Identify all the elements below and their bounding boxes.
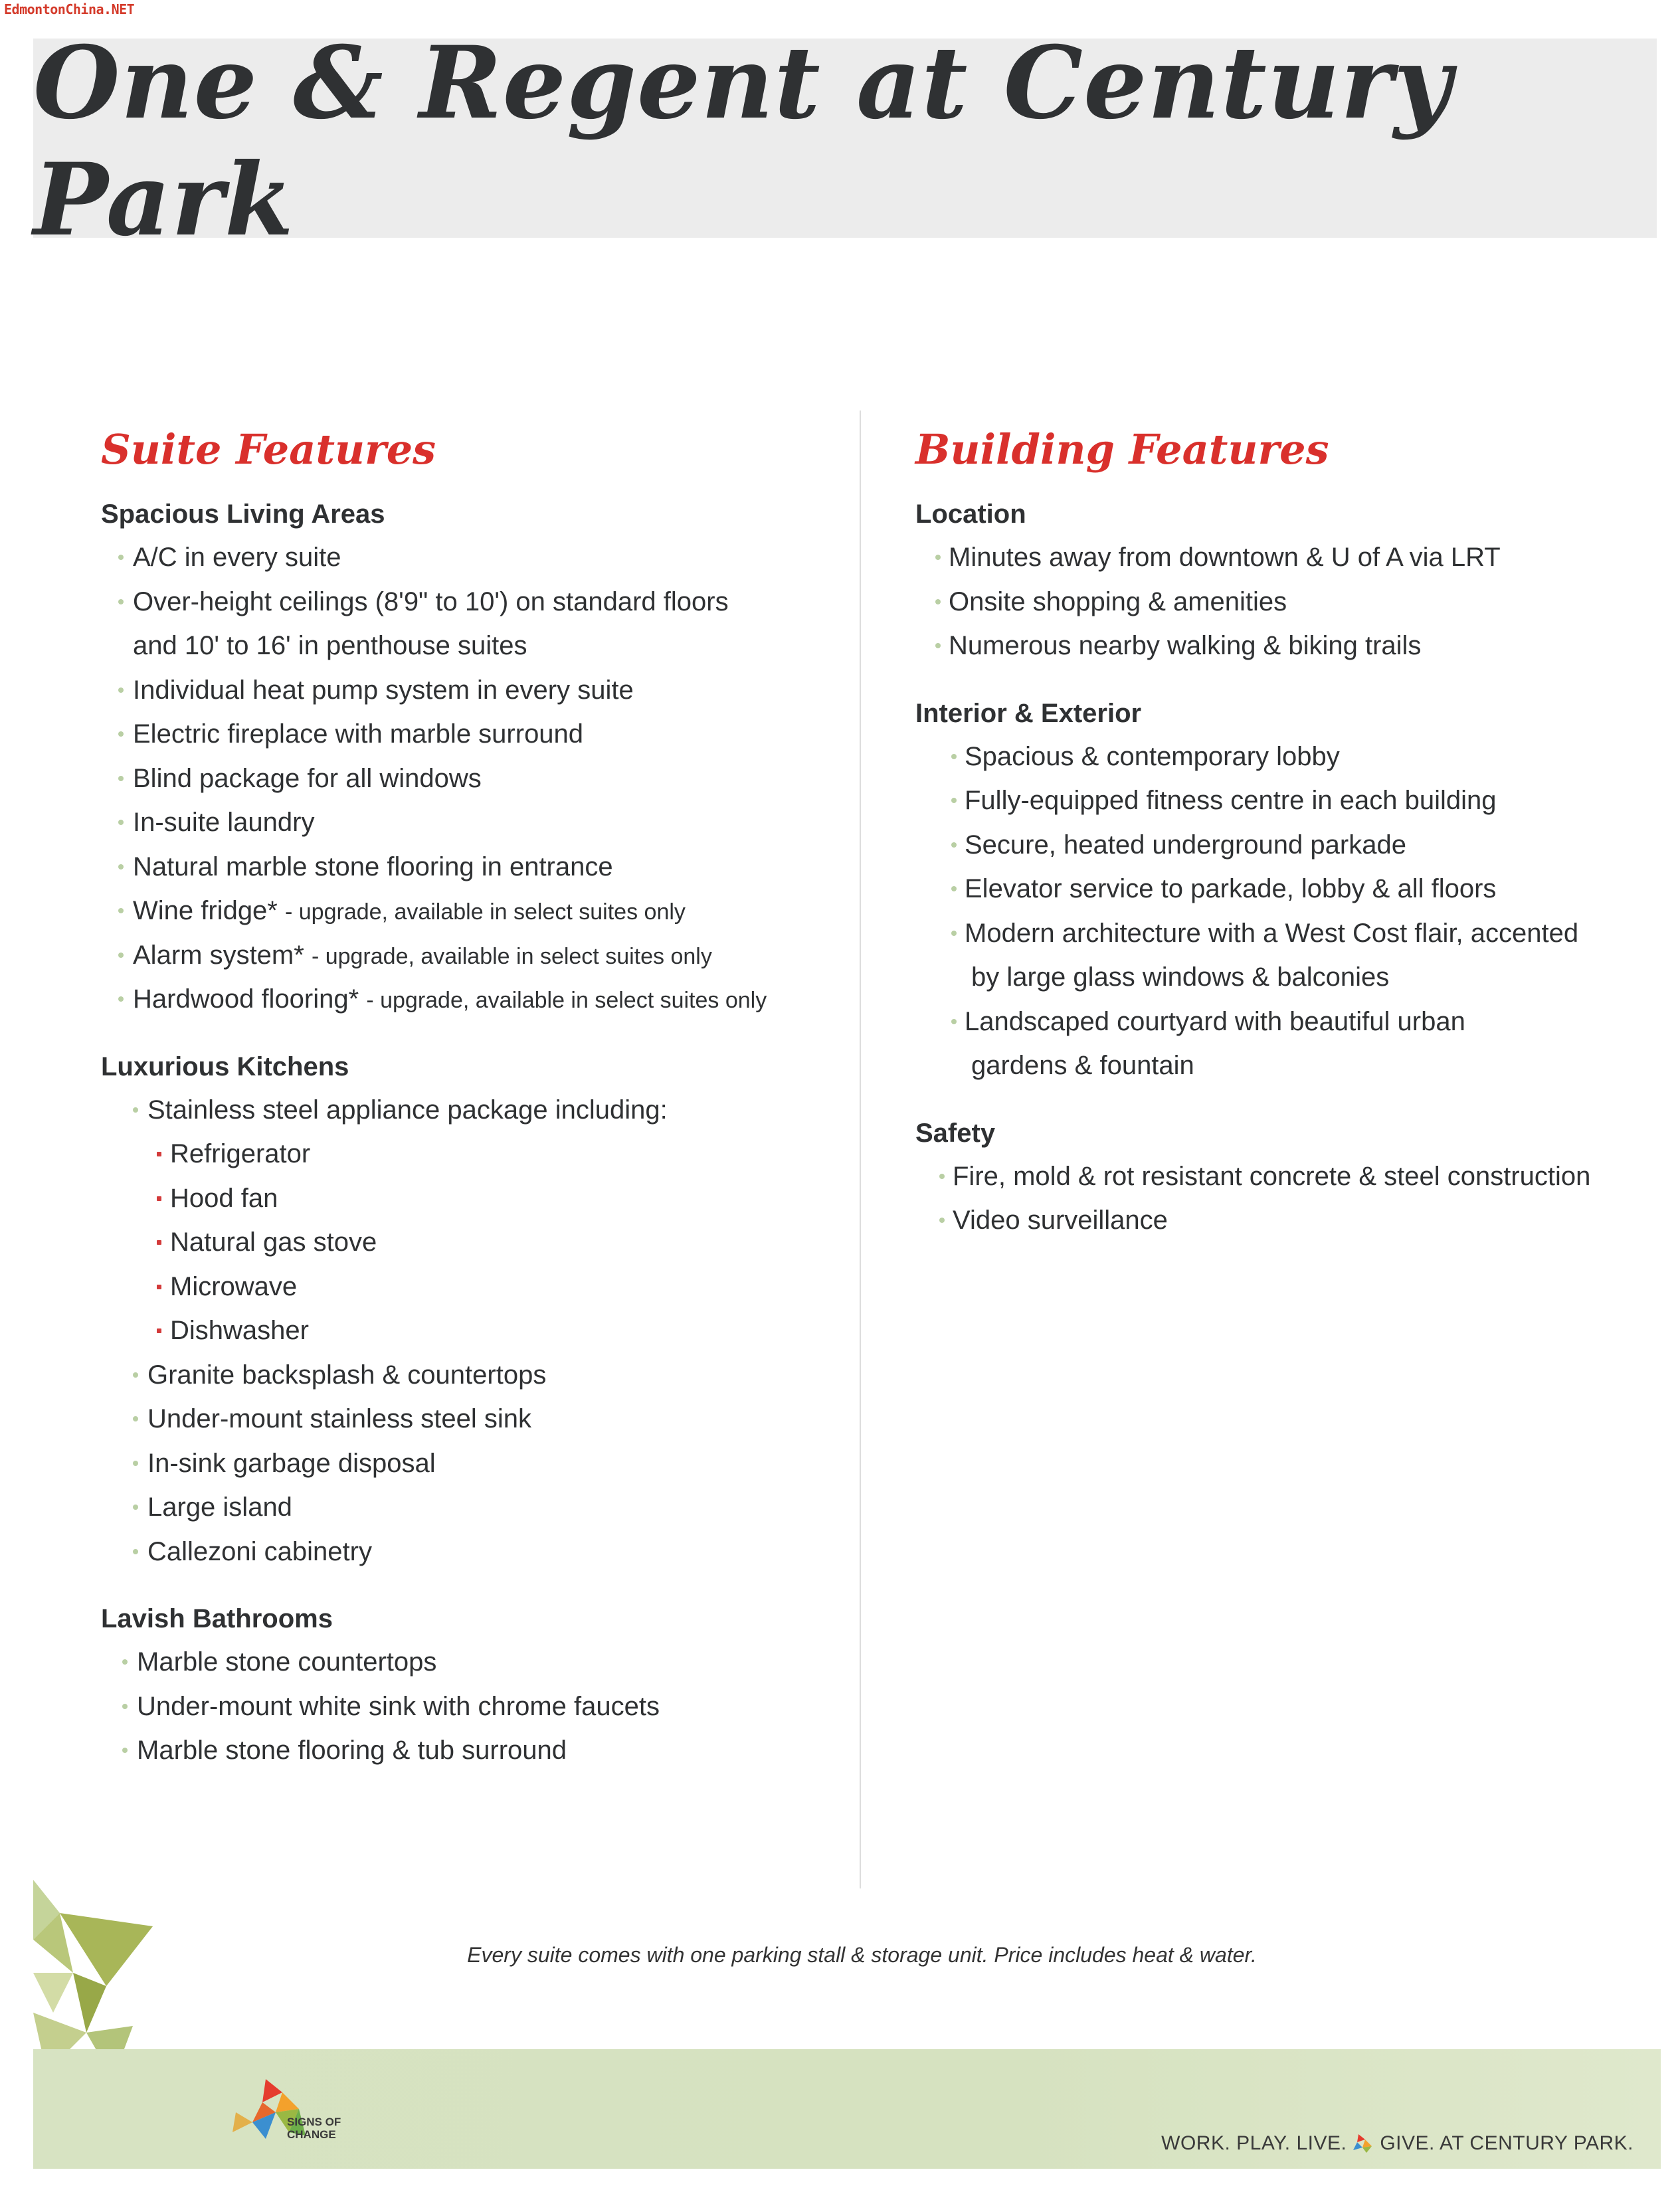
bullet-icon [118, 687, 124, 693]
list-item: Large island [101, 1485, 832, 1530]
list-item: In-sink garbage disposal [101, 1441, 832, 1486]
list-item: Marble stone flooring & tub surround [101, 1728, 832, 1773]
bullet-icon [118, 731, 124, 737]
bullet-icon [122, 1659, 128, 1665]
group-heading-kitchens: Luxurious Kitchens [101, 1051, 349, 1081]
bullet-icon [157, 1285, 161, 1289]
bullet-icon [951, 754, 957, 759]
list-item: Landscaped courtyard with beautiful urban [915, 1000, 1646, 1044]
upgrade-note: - upgrade, available in select suites only [285, 899, 686, 925]
bullet-icon [118, 864, 124, 869]
parking-note: Every suite comes with one parking stall & storage unit. Price includes heat & water. [467, 1943, 1257, 1967]
list-item: In-suite laundry [101, 800, 832, 845]
list-item-upgrade: Hardwood flooring* - upgrade, available in select suites only [101, 977, 832, 1022]
group-heading-bathrooms: Lavish Bathrooms [101, 1604, 333, 1633]
suite-features-heading: Suite Features [101, 425, 436, 474]
sub-list-item: Natural gas stove [101, 1220, 832, 1265]
watermark: EdmontonChina.NET [4, 1, 135, 17]
list-item: Under-mount white sink with chrome faucets [101, 1685, 832, 1729]
sub-list-item: Hood fan [101, 1176, 832, 1221]
bullet-icon [939, 1174, 945, 1179]
group-heading-location: Location [915, 500, 1026, 529]
bullet-icon [118, 776, 124, 781]
logo-text [287, 2116, 341, 2141]
suite-features-column [101, 425, 832, 1773]
bullet-icon [133, 1416, 138, 1421]
bullet-icon [133, 1461, 138, 1466]
list-item: Fire, mold & rot resistant concrete & steel construction [915, 1154, 1646, 1199]
page-title: One & Regent at Century Park [33, 25, 1453, 258]
bullet-icon [157, 1196, 161, 1201]
list-item: Marble stone countertops [101, 1640, 832, 1685]
bullet-icon [939, 1218, 945, 1223]
tagline-part-2: GIVE. AT CENTURY PARK. [1380, 2132, 1633, 2154]
bullet-icon [118, 908, 124, 913]
title-banner [33, 25, 1657, 258]
list-item-continuation: gardens & fountain [971, 1051, 1194, 1080]
list-item: A/C in every suite [101, 535, 832, 580]
list-item: Electric fireplace with marble surround [101, 712, 832, 757]
tagline-part-1: WORK. PLAY. LIVE. [1161, 2132, 1347, 2154]
list-item: Blind package for all windows [101, 757, 832, 801]
bullet-icon [118, 953, 124, 958]
list-item: Callezoni cabinetry [101, 1530, 832, 1574]
bullet-icon [122, 1748, 128, 1753]
bullet-icon [133, 1107, 138, 1113]
century-park-icon [1352, 2133, 1374, 2154]
list-item-upgrade: Wine fridge* - upgrade, available in select suites only [101, 889, 832, 933]
list-item: Modern architecture with a West Cost flair, accented [915, 911, 1646, 956]
sub-list-item: Dishwasher [101, 1309, 832, 1353]
list-item: Secure, heated underground parkade [915, 823, 1646, 868]
bullet-icon [133, 1549, 138, 1554]
group-heading-living: Spacious Living Areas [101, 500, 385, 529]
column-divider [860, 411, 861, 1888]
building-features-column [915, 425, 1646, 1243]
list-item: Natural marble stone flooring in entrance [101, 845, 832, 889]
bullet-icon [133, 1372, 138, 1378]
bullet-icon [118, 555, 124, 560]
bullet-icon [118, 820, 124, 825]
footer-tagline [1161, 2132, 1633, 2155]
bullet-icon [951, 842, 957, 848]
list-item: Video surveillance [915, 1198, 1646, 1243]
bullet-icon [935, 555, 941, 560]
list-item: Over-height ceilings (8'9" to 10') on standard floors [101, 580, 832, 624]
list-item: Granite backsplash & countertops [101, 1353, 832, 1398]
list-item-continuation: by large glass windows & balconies [971, 962, 1390, 992]
bullet-icon [118, 599, 124, 604]
group-heading-interior-exterior: Interior & Exterior [915, 698, 1142, 728]
logo-line-2: CHANGE [287, 2128, 336, 2141]
list-item-upgrade: Alarm system* - upgrade, available in select suites only [101, 933, 832, 978]
bullet-icon [951, 798, 957, 803]
list-item: Onsite shopping & amenities [915, 580, 1646, 624]
bullet-icon [122, 1704, 128, 1709]
sub-list-item: Microwave [101, 1265, 832, 1309]
bullet-icon [157, 1240, 161, 1245]
bullet-icon [951, 886, 957, 891]
list-item: Stainless steel appliance package including: [101, 1088, 832, 1133]
list-item: Spacious & contemporary lobby [915, 735, 1646, 779]
list-item: Individual heat pump system in every suite [101, 668, 832, 713]
bullet-icon [935, 599, 941, 604]
list-item: Minutes away from downtown & U of A via LRT [915, 535, 1646, 580]
list-item: Fully-equipped fitness centre in each building [915, 778, 1646, 823]
sub-list-item: Refrigerator [101, 1132, 832, 1176]
list-item-continuation: and 10' to 16' in penthouse suites [133, 631, 527, 660]
upgrade-note: - upgrade, available in select suites only [311, 943, 712, 969]
bullet-icon [951, 1019, 957, 1024]
list-item: Numerous nearby walking & biking trails [915, 624, 1646, 668]
bullet-icon [133, 1505, 138, 1510]
bullet-icon [157, 1328, 161, 1333]
list-item: Elevator service to parkade, lobby & all floors [915, 867, 1646, 911]
bullet-icon [951, 931, 957, 936]
group-heading-safety: Safety [915, 1118, 996, 1148]
upgrade-note: - upgrade, available in select suites only [366, 988, 767, 1013]
logo-line-1: SIGNS OF [287, 2116, 341, 2128]
bullet-icon [935, 643, 941, 648]
bullet-icon [118, 996, 124, 1002]
list-item: Under-mount stainless steel sink [101, 1397, 832, 1441]
building-features-heading: Building Features [915, 425, 1329, 474]
bullet-icon [157, 1152, 161, 1156]
